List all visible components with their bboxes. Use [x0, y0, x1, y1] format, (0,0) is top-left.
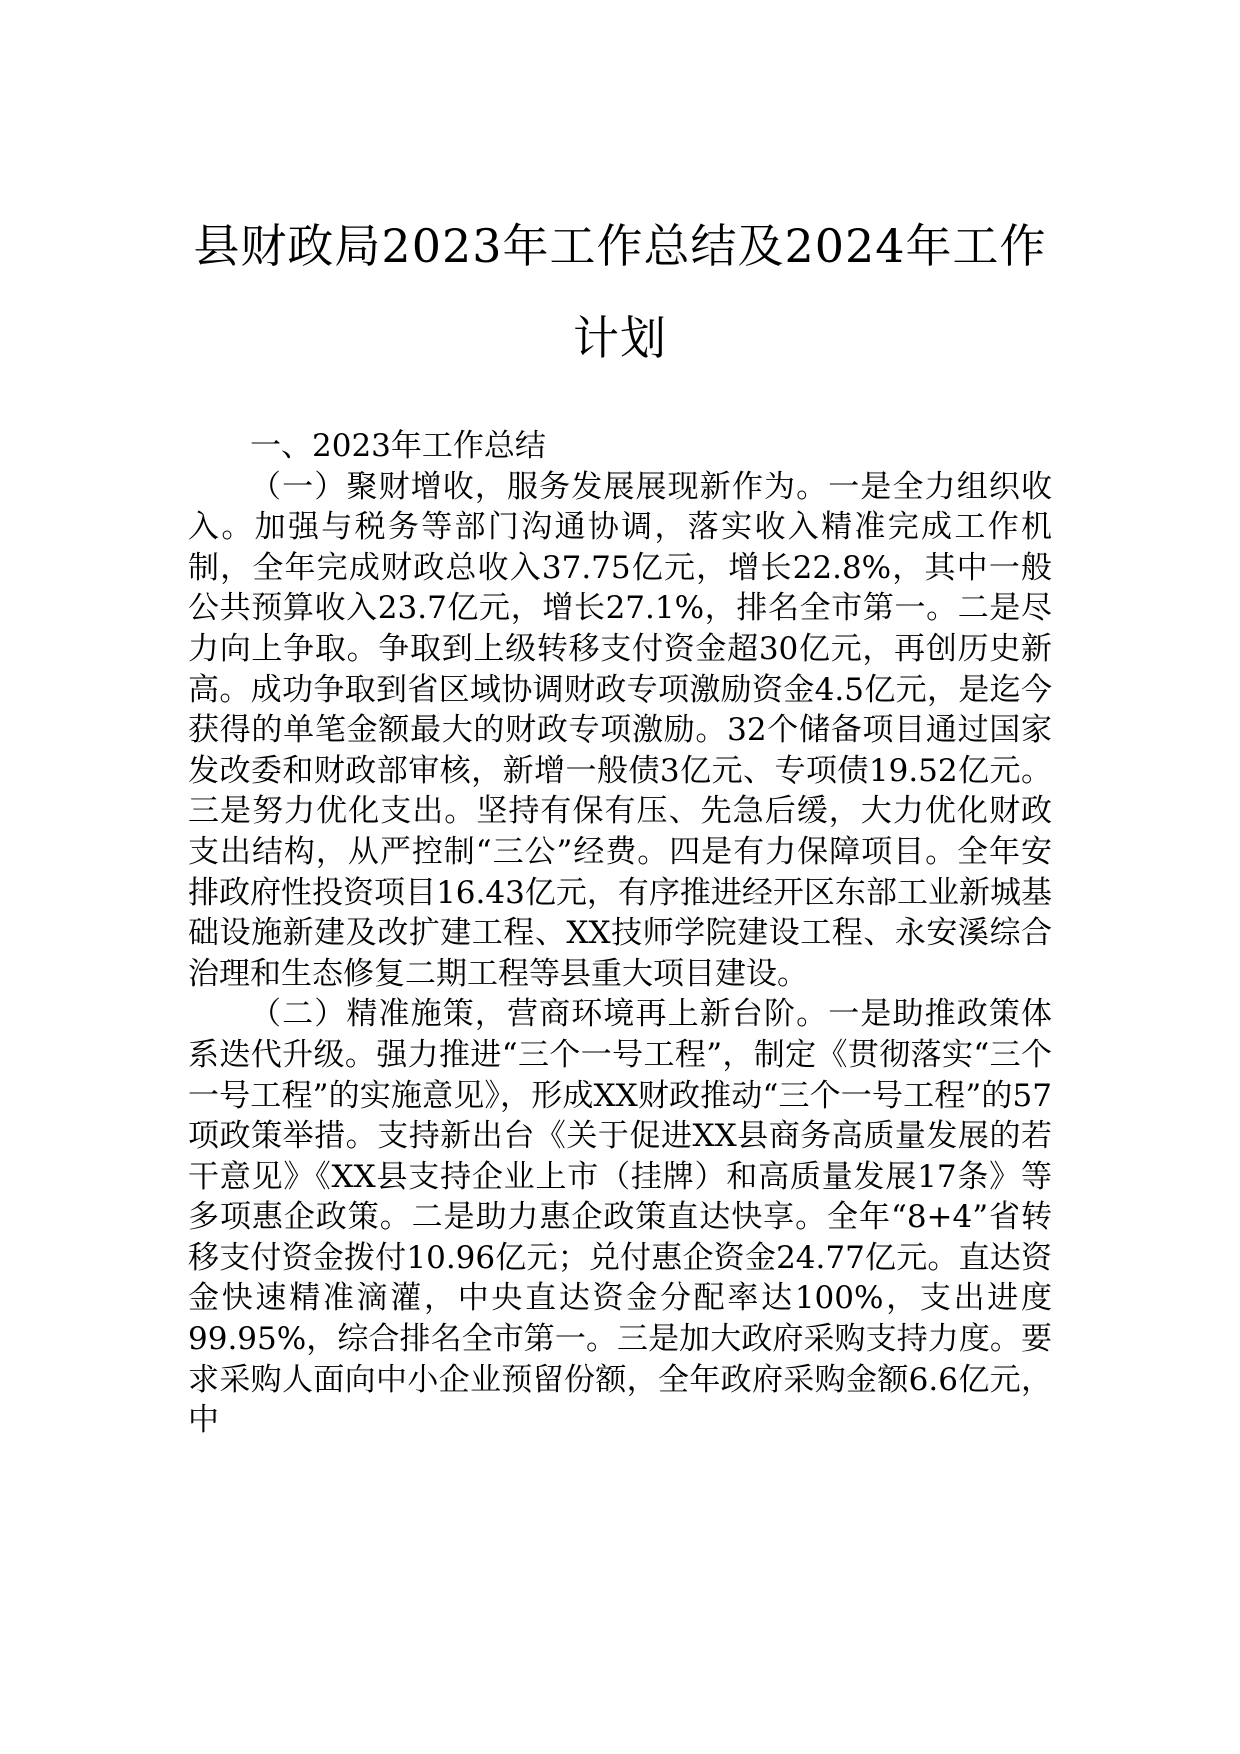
- document-title: 县财政局2023年工作总结及2024年工作计划: [193, 219, 1047, 365]
- paragraph: （二）精准施策，营商环境再上新台阶。一是助推政策体系迭代升级。强力推进“三个一号工程”，制定《贯彻落实“三个一号工程”的实施意见》，形成XX财政推动“三个一号工程”的57项政策举措。支持新出台《关于促进XX县商务高质量发展的若干意见》《XX县支持企业上市（挂牌）和高质量发展17条》等多项惠企政策。二是助力惠企政策直达快享。全年“8+4”省转移支付资金拨付10.96亿元；兑付惠企资金24.77亿元。直达资金快速精准滴灌，中央直达资金分配率达100%，支出进度99.95%，综合排名全市第一。三是加大政府采购支持力度。要求采购人面向中小企业预留份额，全年政府采购金额6.6亿元，中: [188, 996, 1052, 1439]
- document-body: [188, 426, 1052, 1441]
- paragraph: （一）聚财增收，服务发展展现新作为。一是全力组织收入。加强与税务等部门沟通协调，落实收入精准完成工作机制，全年完成财政总收入37.75亿元，增长22.8%，其中一般公共预算收入23.7亿元，增长27.1%，排名全市第一。二是尽力向上争取。争取到上级转移支付资金超30亿元，再创历史新高。成功争取到省区域协调财政专项激励资金4.5亿元，是迄今获得的单笔金额最大的财政专项激励。32个储备项目通过国家发改委和财政部审核，新增一般债3亿元、专项债19.52亿元。三是努力优化支出。坚持有保有压、先急后缓，大力优化财政支出结构，从严控制“三公”经费。四是有力保障项目。全年安排政府性投资项目16.43亿元，有序推进经开区东部工业新城基础设施新建及改扩建工程、XX技师学院建设工程、永安溪综合治理和生态修复二期工程等县重大项目建设。: [188, 468, 1052, 992]
- section-heading: 一、2023年工作总结: [250, 428, 546, 464]
